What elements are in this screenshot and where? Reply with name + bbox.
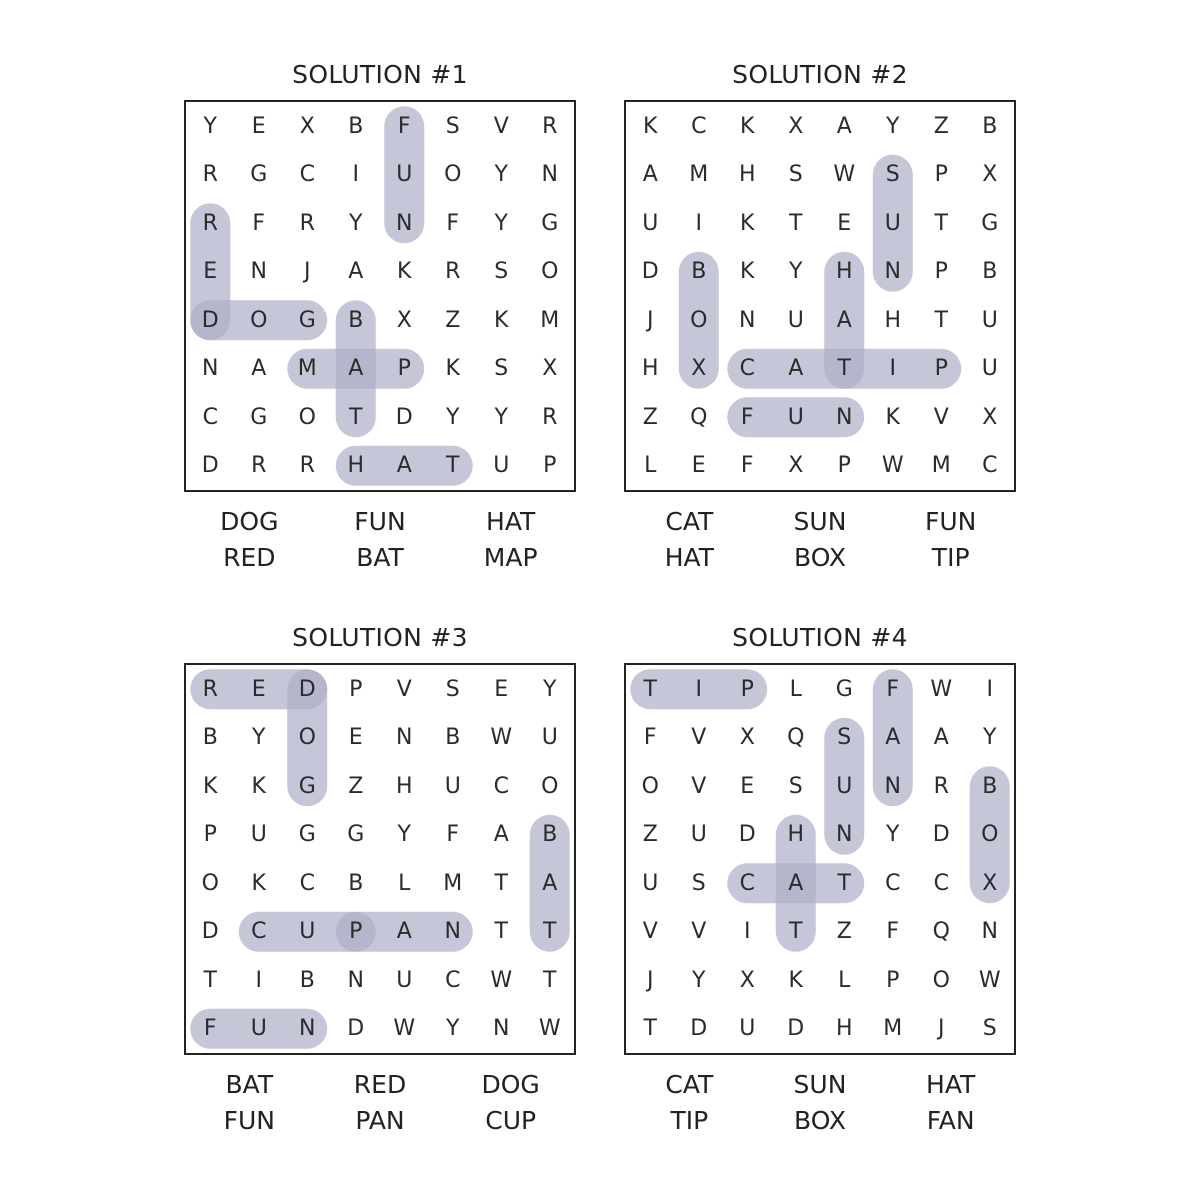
- word-list: [624, 1067, 1016, 1147]
- grid-letter: V: [396, 676, 412, 702]
- grid-letter: M: [931, 453, 951, 479]
- grid-letter: U: [250, 1016, 267, 1042]
- word-list-item: RED: [353, 1070, 407, 1099]
- grid-letter: J: [938, 1016, 945, 1042]
- grid-letter: F: [252, 210, 266, 236]
- grid-letter: N: [396, 210, 413, 236]
- puzzle-board: [624, 100, 1016, 492]
- word-list-item: FUN: [354, 507, 406, 536]
- grid-letter: B: [982, 773, 998, 799]
- grid-letter: A: [396, 453, 412, 479]
- grid-letter: C: [885, 870, 901, 896]
- grid-letter: J: [304, 259, 311, 285]
- word-list-item: FUN: [223, 1106, 276, 1135]
- word-list-item: CAT: [665, 507, 714, 536]
- grid-letter: O: [690, 307, 708, 333]
- grid-letter: L: [789, 676, 802, 702]
- grid-letter: W: [881, 453, 904, 479]
- grid-letter: N: [347, 967, 364, 993]
- word-list-item: SUN: [793, 507, 847, 536]
- grid-letter: F: [740, 404, 754, 430]
- grid-letter: S: [494, 259, 509, 285]
- grid-letter: K: [788, 967, 803, 993]
- grid-letter: X: [542, 356, 558, 382]
- grid-letter: Y: [397, 822, 411, 848]
- grid-letter: V: [933, 404, 949, 430]
- grid-letter: E: [203, 259, 218, 285]
- word-list-item: CUP: [485, 1106, 537, 1135]
- grid-letter: U: [981, 356, 998, 382]
- grid-letter: L: [644, 453, 657, 479]
- grid-letter: O: [541, 259, 559, 285]
- grid-letter: E: [348, 725, 363, 751]
- grid-letter: Y: [886, 822, 900, 848]
- grid-letter: N: [299, 1016, 316, 1042]
- grid-letter: B: [982, 113, 998, 139]
- grid-letter: N: [884, 259, 901, 285]
- grid-letter: K: [643, 113, 658, 139]
- grid-letter: N: [396, 725, 413, 751]
- grid-letter: T: [934, 210, 948, 236]
- grid-letter: I: [744, 919, 751, 945]
- grid-letter: U: [396, 162, 413, 188]
- grid-letter: O: [298, 725, 316, 751]
- grid-letter: B: [445, 725, 461, 751]
- grid-letter: B: [982, 259, 998, 285]
- grid-letter: I: [255, 967, 262, 993]
- word-list-item: TIP: [931, 543, 970, 572]
- grid-letter: Z: [933, 113, 949, 139]
- grid-letter: V: [691, 919, 707, 945]
- grid-letter: D: [690, 1016, 708, 1042]
- word-list-item: HAT: [926, 1070, 976, 1099]
- grid-letter: F: [446, 210, 460, 236]
- grid-letter: S: [788, 162, 803, 188]
- grid-letter: C: [299, 162, 315, 188]
- grid-letter: U: [884, 210, 901, 236]
- letter-grid: [626, 665, 1014, 1053]
- grid-letter: U: [642, 210, 659, 236]
- grid-letter: R: [445, 259, 461, 285]
- grid-letter: X: [788, 113, 804, 139]
- grid-letter: E: [740, 773, 755, 799]
- grid-letter: K: [885, 404, 900, 430]
- grid-letter: U: [787, 307, 804, 333]
- grid-letter: I: [889, 356, 896, 382]
- grid-letter: K: [740, 259, 755, 285]
- grid-letter: Y: [494, 210, 508, 236]
- grid-letter: V: [642, 919, 658, 945]
- puzzle-board: [624, 663, 1016, 1055]
- grid-letter: R: [202, 676, 218, 702]
- grid-letter: N: [493, 1016, 510, 1042]
- grid-letter: I: [986, 676, 993, 702]
- grid-letter: B: [348, 870, 364, 896]
- grid-letter: P: [740, 676, 754, 702]
- grid-letter: O: [201, 870, 219, 896]
- puzzle-title: SOLUTION #3: [292, 623, 468, 652]
- grid-letter: A: [788, 356, 804, 382]
- grid-letter: I: [695, 676, 702, 702]
- grid-letter: G: [835, 676, 853, 702]
- grid-letter: G: [298, 822, 316, 848]
- grid-letter: D: [201, 919, 219, 945]
- grid-letter: F: [397, 113, 411, 139]
- grid-letter: G: [347, 822, 365, 848]
- grid-letter: U: [250, 822, 267, 848]
- grid-letter: P: [886, 967, 900, 993]
- word-list-item: PAN: [355, 1106, 405, 1135]
- grid-letter: Y: [543, 676, 557, 702]
- grid-letter: K: [494, 307, 509, 333]
- grid-letter: T: [643, 1016, 657, 1042]
- grid-letter: R: [202, 210, 218, 236]
- grid-letter: O: [641, 773, 659, 799]
- grid-letter: Z: [642, 822, 658, 848]
- grid-letter: B: [691, 259, 707, 285]
- grid-letter: K: [445, 356, 460, 382]
- grid-letter: U: [836, 773, 853, 799]
- grid-letter: D: [395, 404, 413, 430]
- grid-letter: U: [396, 967, 413, 993]
- grid-letter: Q: [787, 725, 805, 751]
- grid-letter: T: [543, 919, 557, 945]
- grid-letter: P: [934, 259, 948, 285]
- word-list: [624, 504, 1016, 584]
- grid-letter: C: [251, 919, 267, 945]
- grid-letter: Y: [983, 725, 997, 751]
- grid-letter: C: [445, 967, 461, 993]
- grid-letter: U: [690, 822, 707, 848]
- grid-letter: C: [739, 356, 755, 382]
- grid-letter: B: [348, 113, 364, 139]
- grid-letter: P: [349, 676, 363, 702]
- grid-letter: C: [691, 113, 707, 139]
- grid-letter: T: [494, 870, 508, 896]
- grid-letter: X: [982, 162, 998, 188]
- grid-letter: D: [641, 259, 659, 285]
- grid-letter: W: [538, 1016, 561, 1042]
- grid-letter: Q: [690, 404, 708, 430]
- grid-letter: I: [695, 210, 702, 236]
- grid-letter: F: [886, 676, 900, 702]
- grid-letter: N: [202, 356, 219, 382]
- grid-letter: O: [250, 307, 268, 333]
- grid-letter: W: [490, 967, 513, 993]
- grid-letter: A: [348, 259, 364, 285]
- puzzle-title: SOLUTION #2: [732, 60, 908, 89]
- grid-letter: R: [251, 453, 267, 479]
- grid-letter: C: [299, 870, 315, 896]
- letter-grid: [186, 665, 574, 1053]
- grid-letter: Y: [252, 725, 266, 751]
- grid-letter: Z: [348, 773, 364, 799]
- grid-letter: O: [932, 967, 950, 993]
- grid-letter: F: [446, 822, 460, 848]
- grid-letter: T: [837, 870, 851, 896]
- grid-letter: P: [837, 453, 851, 479]
- grid-letter: S: [982, 1016, 997, 1042]
- grid-letter: Z: [642, 404, 658, 430]
- grid-letter: L: [398, 870, 411, 896]
- grid-letter: A: [788, 870, 804, 896]
- grid-letter: Y: [494, 162, 508, 188]
- grid-letter: B: [542, 822, 558, 848]
- grid-letter: U: [739, 1016, 756, 1042]
- grid-letter: D: [738, 822, 756, 848]
- word-list-item: BOX: [794, 543, 846, 572]
- grid-letter: H: [787, 822, 805, 848]
- grid-letter: X: [982, 404, 998, 430]
- grid-letter: K: [740, 113, 755, 139]
- grid-letter: I: [352, 162, 359, 188]
- grid-letter: U: [299, 919, 316, 945]
- word-list-item: FUN: [924, 507, 977, 536]
- grid-letter: H: [738, 162, 756, 188]
- grid-letter: G: [250, 404, 268, 430]
- word-list: [184, 504, 576, 584]
- grid-letter: H: [641, 356, 659, 382]
- grid-letter: H: [347, 453, 365, 479]
- grid-letter: S: [691, 870, 706, 896]
- grid-letter: S: [885, 162, 900, 188]
- grid-letter: T: [934, 307, 948, 333]
- word-list: [184, 1067, 576, 1147]
- grid-letter: E: [837, 210, 852, 236]
- grid-letter: T: [789, 210, 803, 236]
- grid-letter: Y: [494, 404, 508, 430]
- grid-letter: T: [494, 919, 508, 945]
- grid-letter: O: [541, 773, 559, 799]
- grid-letter: V: [691, 773, 707, 799]
- letter-grid: [626, 102, 1014, 490]
- grid-letter: R: [299, 453, 315, 479]
- word-list-item: TIP: [670, 1106, 709, 1135]
- grid-letter: P: [543, 453, 557, 479]
- grid-letter: Z: [445, 307, 461, 333]
- grid-letter: T: [203, 967, 217, 993]
- grid-letter: C: [739, 870, 755, 896]
- grid-letter: O: [444, 162, 462, 188]
- grid-letter: W: [833, 162, 856, 188]
- grid-letter: A: [493, 822, 509, 848]
- grid-letter: G: [541, 210, 559, 236]
- grid-letter: F: [886, 919, 900, 945]
- grid-letter: D: [298, 676, 316, 702]
- grid-letter: L: [838, 967, 851, 993]
- grid-letter: W: [393, 1016, 416, 1042]
- grid-letter: C: [493, 773, 509, 799]
- grid-letter: N: [884, 773, 901, 799]
- grid-letter: P: [349, 919, 363, 945]
- grid-letter: J: [647, 967, 654, 993]
- grid-letter: Y: [789, 259, 803, 285]
- grid-letter: N: [836, 822, 853, 848]
- grid-letter: N: [981, 919, 998, 945]
- puzzle-board: [184, 663, 576, 1055]
- puzzle-title: SOLUTION #1: [292, 60, 468, 89]
- grid-letter: C: [202, 404, 218, 430]
- grid-letter: T: [446, 453, 460, 479]
- grid-letter: H: [835, 259, 853, 285]
- grid-letter: M: [443, 870, 463, 896]
- grid-letter: T: [349, 404, 363, 430]
- grid-letter: F: [643, 725, 657, 751]
- grid-letter: M: [540, 307, 560, 333]
- grid-letter: X: [691, 356, 707, 382]
- grid-letter: K: [203, 773, 218, 799]
- grid-letter: S: [788, 773, 803, 799]
- grid-letter: U: [541, 725, 558, 751]
- grid-letter: R: [933, 773, 949, 799]
- grid-letter: B: [348, 307, 364, 333]
- grid-letter: A: [396, 919, 412, 945]
- word-list-item: DOG: [220, 507, 279, 536]
- grid-letter: N: [836, 404, 853, 430]
- grid-letter: Y: [692, 967, 706, 993]
- grid-letter: W: [978, 967, 1001, 993]
- grid-letter: K: [251, 870, 266, 896]
- grid-letter: R: [542, 113, 558, 139]
- grid-letter: E: [251, 113, 266, 139]
- grid-letter: R: [542, 404, 558, 430]
- grid-letter: Y: [349, 210, 363, 236]
- grid-letter: H: [884, 307, 902, 333]
- grid-letter: T: [543, 967, 557, 993]
- grid-letter: D: [201, 307, 219, 333]
- grid-letter: D: [787, 1016, 805, 1042]
- grid-letter: U: [981, 307, 998, 333]
- grid-letter: U: [787, 404, 804, 430]
- grid-letter: X: [982, 870, 998, 896]
- grid-letter: R: [299, 210, 315, 236]
- grid-letter: G: [250, 162, 268, 188]
- grid-letter: V: [691, 725, 707, 751]
- grid-letter: X: [739, 725, 755, 751]
- grid-letter: G: [981, 210, 999, 236]
- grid-letter: M: [883, 1016, 903, 1042]
- grid-letter: S: [445, 676, 460, 702]
- grid-letter: T: [643, 676, 657, 702]
- grid-letter: K: [251, 773, 266, 799]
- grid-letter: S: [494, 356, 509, 382]
- grid-letter: Y: [446, 404, 460, 430]
- grid-letter: W: [490, 725, 513, 751]
- grid-letter: Y: [203, 113, 217, 139]
- word-list-item: BAT: [225, 1070, 274, 1099]
- grid-letter: O: [298, 404, 316, 430]
- word-list-item: DOG: [481, 1070, 540, 1099]
- grid-letter: C: [933, 870, 949, 896]
- grid-letter: J: [647, 307, 654, 333]
- grid-letter: W: [930, 676, 953, 702]
- grid-letter: F: [740, 453, 754, 479]
- word-list-item: CAT: [665, 1070, 714, 1099]
- word-list-item: SUN: [793, 1070, 847, 1099]
- grid-letter: H: [835, 1016, 853, 1042]
- grid-letter: V: [493, 113, 509, 139]
- puzzle-title: SOLUTION #4: [732, 623, 908, 652]
- grid-letter: P: [934, 162, 948, 188]
- grid-letter: B: [299, 967, 315, 993]
- grid-letter: G: [298, 773, 316, 799]
- grid-letter: A: [251, 356, 267, 382]
- grid-letter: Y: [886, 113, 900, 139]
- grid-letter: X: [788, 453, 804, 479]
- grid-letter: X: [299, 113, 315, 139]
- grid-letter: S: [837, 725, 852, 751]
- grid-letter: A: [642, 162, 658, 188]
- grid-letter: X: [739, 967, 755, 993]
- grid-letter: R: [202, 162, 218, 188]
- letter-grid: [186, 102, 574, 490]
- grid-letter: P: [934, 356, 948, 382]
- word-list-item: RED: [223, 543, 276, 572]
- grid-letter: S: [445, 113, 460, 139]
- grid-letter: O: [981, 822, 999, 848]
- grid-letter: M: [689, 162, 709, 188]
- grid-letter: Q: [932, 919, 950, 945]
- grid-letter: B: [202, 725, 218, 751]
- grid-letter: U: [493, 453, 510, 479]
- grid-letter: E: [251, 676, 266, 702]
- grid-letter: K: [740, 210, 755, 236]
- grid-letter: P: [397, 356, 411, 382]
- grid-letter: D: [201, 453, 219, 479]
- grid-letter: D: [932, 822, 950, 848]
- grid-letter: F: [203, 1016, 217, 1042]
- word-list-item: HAT: [486, 507, 536, 536]
- grid-letter: A: [836, 307, 852, 333]
- grid-letter: A: [885, 725, 901, 751]
- word-list-item: BAT: [356, 543, 404, 572]
- grid-letter: G: [298, 307, 316, 333]
- grid-letter: X: [396, 307, 412, 333]
- grid-letter: D: [347, 1016, 365, 1042]
- grid-letter: C: [982, 453, 998, 479]
- grid-letter: A: [348, 356, 364, 382]
- grid-letter: H: [395, 773, 413, 799]
- grid-letter: Y: [446, 1016, 460, 1042]
- grid-letter: A: [542, 870, 558, 896]
- grid-letter: N: [444, 919, 461, 945]
- grid-letter: T: [789, 919, 803, 945]
- grid-letter: K: [397, 259, 412, 285]
- grid-letter: M: [297, 356, 317, 382]
- puzzle-board: [184, 100, 576, 492]
- grid-letter: E: [691, 453, 706, 479]
- grid-letter: N: [541, 162, 558, 188]
- grid-letter: A: [836, 113, 852, 139]
- grid-letter: T: [837, 356, 851, 382]
- grid-letter: U: [444, 773, 461, 799]
- word-list-item: MAP: [483, 543, 538, 572]
- grid-letter: Z: [836, 919, 852, 945]
- word-list-item: BOX: [794, 1106, 846, 1135]
- grid-letter: E: [494, 676, 509, 702]
- grid-letter: N: [739, 307, 756, 333]
- grid-letter: N: [250, 259, 267, 285]
- word-list-item: FAN: [926, 1106, 975, 1135]
- grid-letter: U: [642, 870, 659, 896]
- grid-letter: P: [203, 822, 217, 848]
- word-list-item: HAT: [664, 543, 714, 572]
- grid-letter: A: [933, 725, 949, 751]
